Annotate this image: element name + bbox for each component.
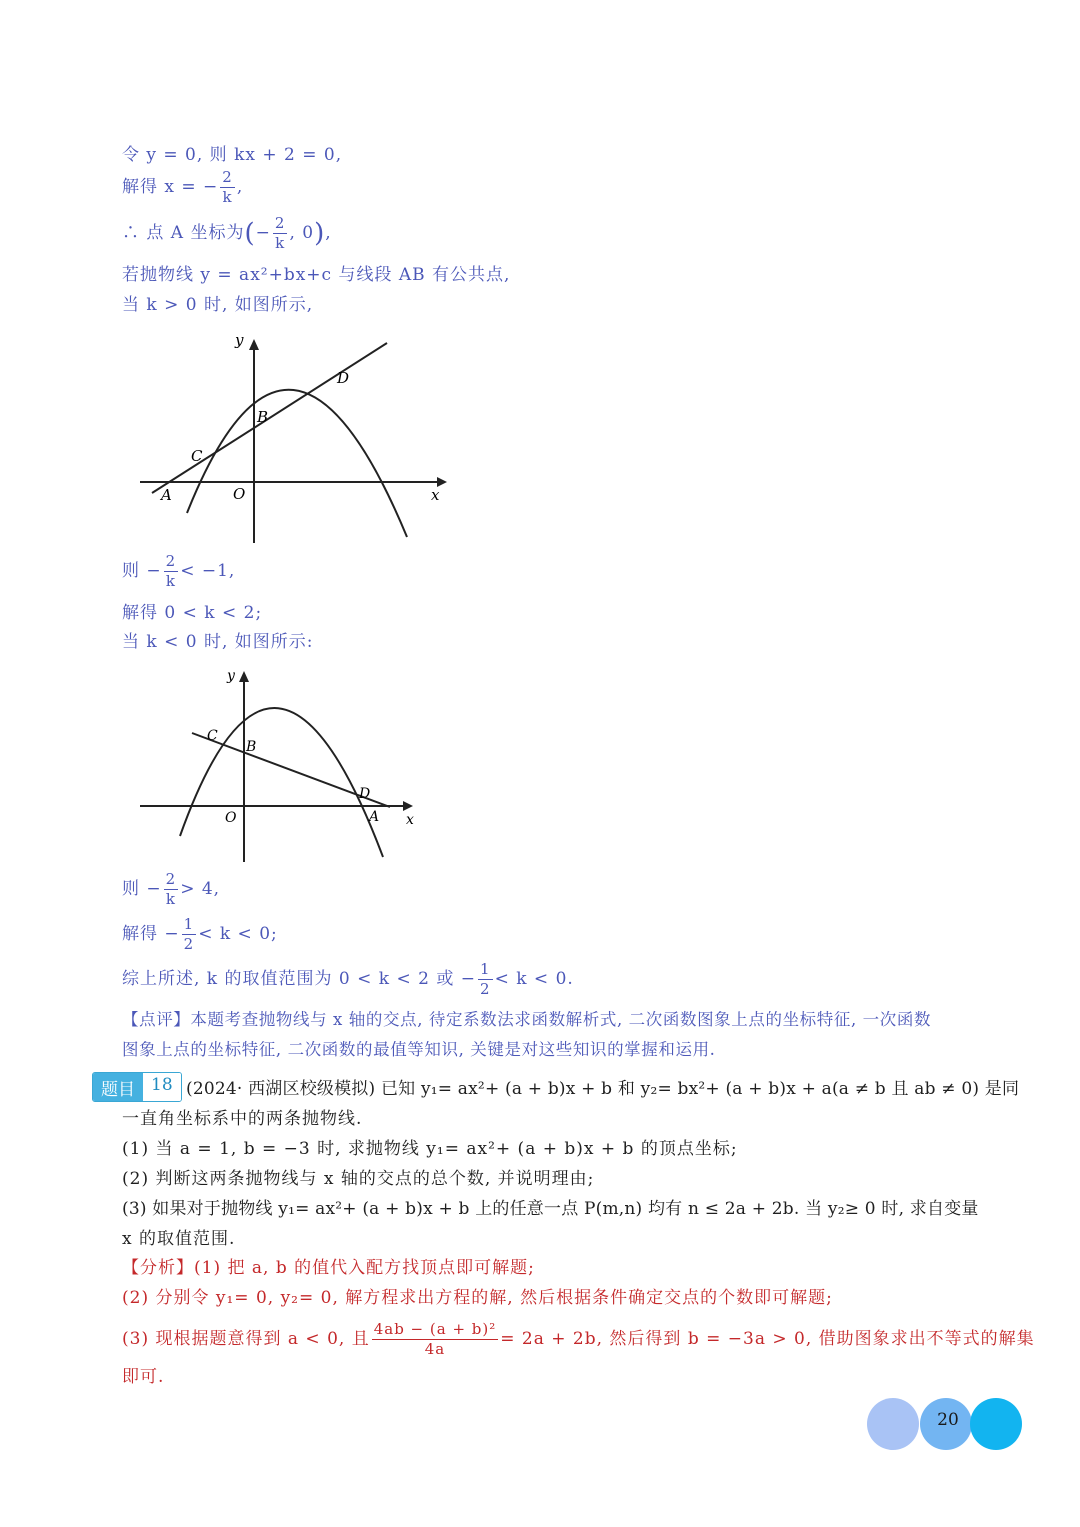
label-c: C: [191, 447, 203, 465]
page-circle-left: [867, 1398, 919, 1450]
solution-line-3-prefix: ∴ 点 A 坐标为: [122, 223, 245, 243]
solution-line-2: [122, 168, 243, 207]
y-axis-arrow: [249, 339, 259, 350]
figure-k-positive: [135, 325, 455, 550]
solution-line-1: 令 y = 0, 则 kx + 2 = 0,: [122, 145, 343, 165]
analysis-line-3: [122, 1320, 1035, 1359]
label-o: O: [225, 810, 237, 826]
problem-question-2: (2) 判断这两条抛物线与 x 轴的交点的总个数, 并说明理由;: [122, 1169, 595, 1189]
fraction: [372, 1320, 499, 1359]
analysis-line-3-prefix: (3) 现根据题意得到 a < 0, 且: [122, 1329, 370, 1349]
fraction: [182, 915, 197, 954]
label-x: x: [406, 812, 414, 828]
x-axis-arrow: [403, 801, 413, 811]
page-circle-right: [970, 1398, 1022, 1450]
fraction: [164, 552, 179, 591]
analysis-line-3-suffix: = 2a + 2b, 然后得到 b = −3a > 0, 借助图象求出不等式的解集: [500, 1329, 1035, 1349]
fraction-numerator: 2: [165, 552, 177, 570]
fraction-numerator: 1: [183, 915, 195, 933]
label-y: y: [235, 331, 244, 349]
problem-question-3: (3) 如果对于抛物线 y₁= ax²+ (a + b)x + b 上的任意一点 P(m,n) 均有 n ≤ 2a + 2b. 当 y₂≥ 0 时, 求自变量: [122, 1199, 979, 1219]
label-b: B: [257, 408, 269, 426]
page-number: 20: [937, 1410, 959, 1430]
analysis-line-1: 【分析】(1) 把 a, b 的值代入配方找顶点即可解题;: [122, 1258, 535, 1278]
comment-line-1: 【点评】本题考查抛物线与 x 轴的交点, 待定系数法求函数解析式, 二次函数图象上点的坐标特征, 一次函数: [122, 1010, 932, 1029]
figure-k-negative: [135, 660, 435, 870]
solution-line-5: 当 k > 0 时, 如图所示,: [122, 295, 314, 315]
solution-line-10-prefix: 解得 −: [122, 924, 180, 944]
solution-line-11-prefix: 综上所述, k 的取值范围为 0 < k < 2 或 −: [122, 969, 477, 989]
fraction-numerator: 4ab − (a + b)²: [373, 1320, 497, 1338]
label-b: B: [246, 739, 257, 755]
fraction-denominator: k: [165, 890, 176, 908]
fraction: [220, 168, 235, 207]
solution-line-11-suffix: < k < 0.: [494, 969, 574, 989]
y-axis-arrow: [239, 671, 249, 682]
problem-tag: [92, 1072, 182, 1102]
problem-question-1: (1) 当 a = 1, b = −3 时, 求抛物线 y₁= ax²+ (a + b)x + b 的顶点坐标;: [122, 1139, 738, 1159]
problem-number: 18: [143, 1073, 181, 1101]
problem-intro-line-1: (2024· 西湖区校级模拟) 已知 y₁= ax²+ (a + b)x + b 和 y₂= bx²+ (a + b)x + a(a ≠ b 且 ab ≠ 0) 是同: [186, 1079, 1020, 1099]
fraction: [478, 960, 493, 999]
solution-line-3-suffix: , 0: [289, 223, 315, 243]
fraction-denominator: k: [222, 188, 233, 206]
solution-line-9-prefix: 则 −: [122, 879, 162, 899]
label-o: O: [233, 485, 246, 503]
label-y: y: [227, 668, 235, 684]
fraction-denominator: 2: [480, 980, 491, 998]
fraction-numerator: 2: [274, 214, 286, 232]
fraction-denominator: 4a: [424, 1340, 446, 1358]
analysis-line-2: (2) 分别令 y₁= 0, y₂= 0, 解方程求出方程的解, 然后根据条件确定交点的个数即可解题;: [122, 1288, 833, 1308]
solution-line-10-suffix: < k < 0;: [198, 924, 278, 944]
problem-intro-line-2: 一直角坐标系中的两条抛物线.: [122, 1109, 363, 1129]
label-a: A: [161, 486, 172, 504]
fraction-denominator: k: [165, 572, 176, 590]
solution-line-7: 解得 0 < k < 2;: [122, 603, 263, 623]
solution-line-6: [122, 552, 235, 591]
solution-line-4: 若抛物线 y = ax²+bx+c 与线段 AB 有公共点,: [122, 265, 511, 285]
fraction: [273, 214, 288, 253]
comment-line-2: 图象上点的坐标特征, 二次函数的最值等知识, 关键是对这些知识的掌握和运用.: [122, 1040, 716, 1059]
label-a: A: [369, 809, 380, 825]
solution-line-6-prefix: 则 −: [122, 561, 162, 581]
analysis-line-4: 即可.: [122, 1367, 165, 1387]
label-x: x: [431, 486, 440, 504]
label-c: C: [207, 728, 218, 744]
solution-line-10: [122, 915, 278, 954]
label-d: D: [359, 786, 371, 802]
solution-line-8: 当 k < 0 时, 如图所示:: [122, 632, 314, 652]
fraction-denominator: 2: [183, 935, 195, 953]
label-d: D: [337, 369, 350, 387]
solution-line-9-suffix: > 4,: [180, 879, 221, 899]
solution-line-6-suffix: < −1,: [180, 561, 236, 581]
fraction-numerator: 2: [222, 168, 233, 186]
fraction-denominator: k: [275, 234, 286, 252]
solution-line-9: [122, 870, 220, 909]
fraction: [164, 870, 179, 909]
fraction-numerator: 1: [480, 960, 491, 978]
solution-line-2-prefix: 解得 x = −: [122, 177, 219, 197]
problem-question-3-cont: x 的取值范围.: [122, 1229, 236, 1249]
solution-line-2-suffix: ,: [236, 177, 244, 197]
problem-tag-label: 题目: [93, 1073, 143, 1101]
parabola: [187, 390, 407, 537]
line-ab: [152, 343, 387, 493]
solution-line-11: [122, 960, 574, 999]
solution-line-3: ∴ 点 A 坐标为(− $\frac{2}{k}$ , 0),: [122, 214, 332, 252]
fraction-numerator: 2: [165, 870, 177, 888]
